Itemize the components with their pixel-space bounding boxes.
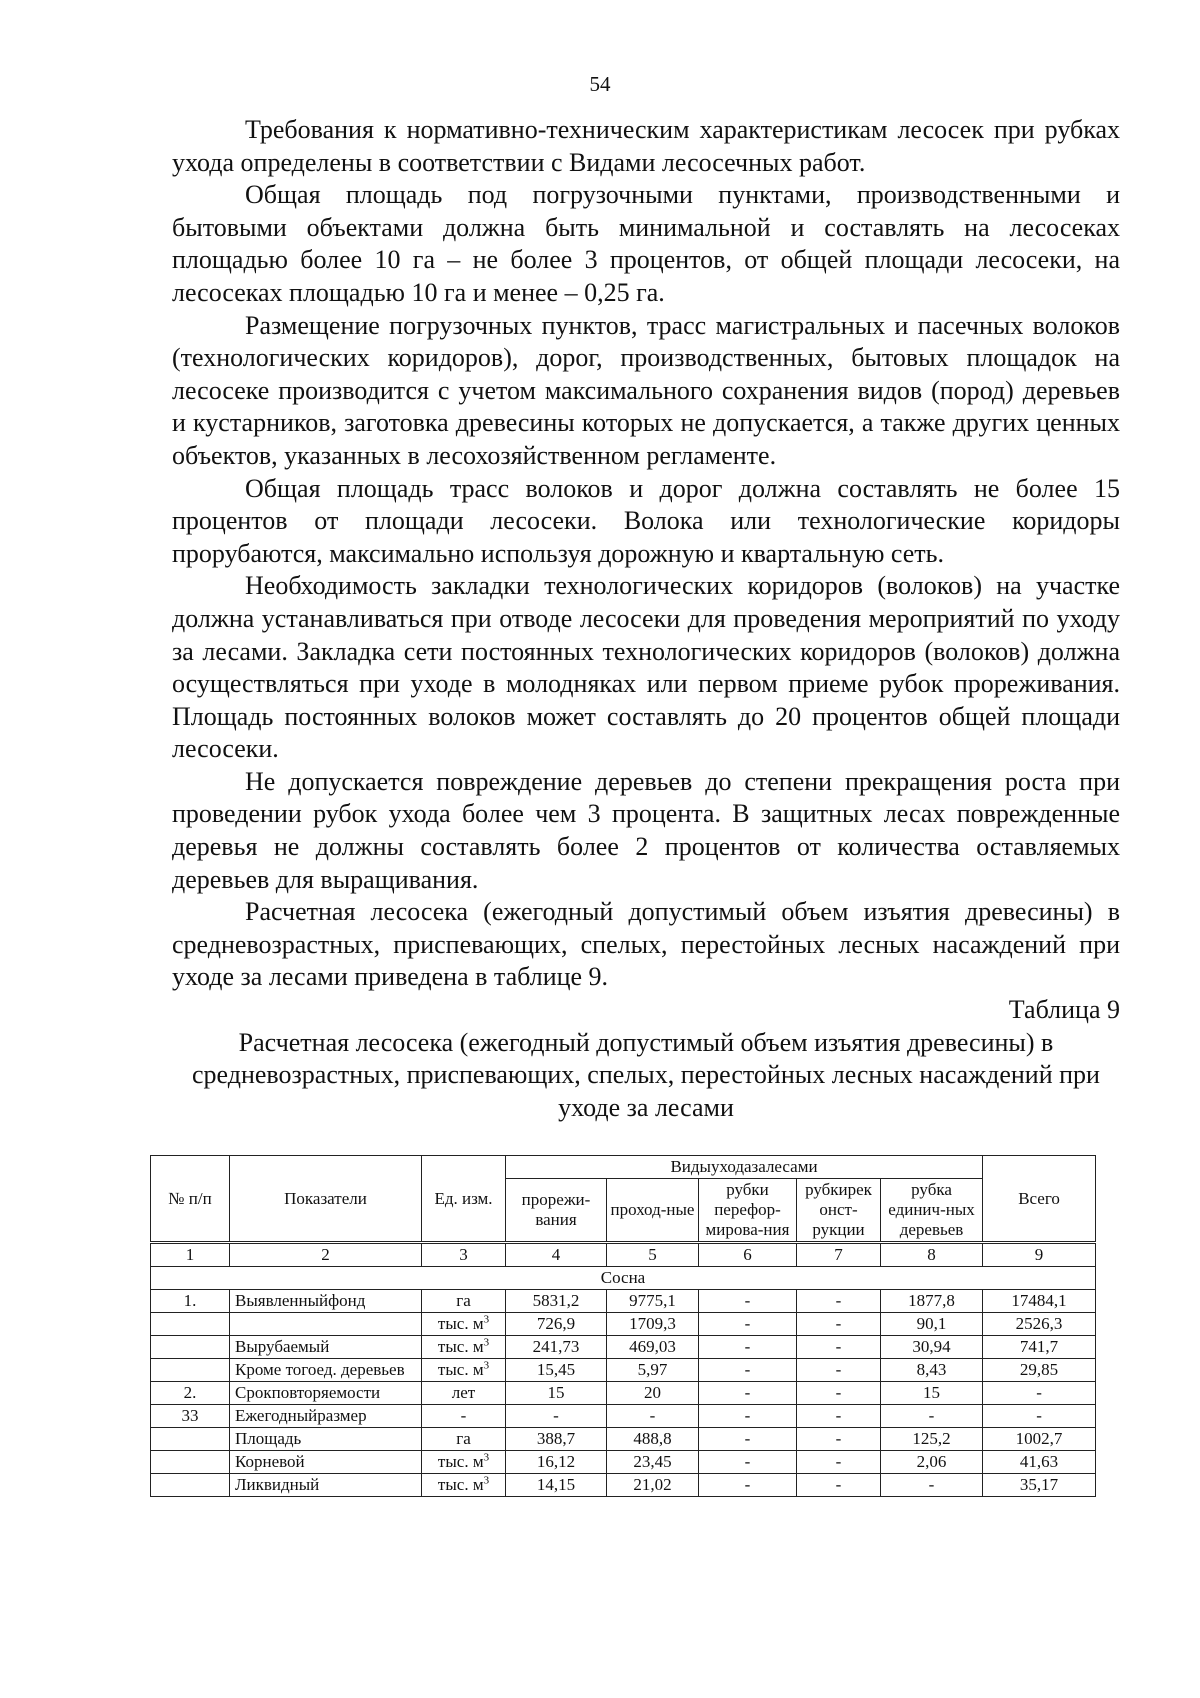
- table-row: [151, 1428, 1096, 1451]
- cell-text: тыс. м: [437, 1314, 484, 1333]
- cell-c7: [797, 1451, 881, 1474]
- cell-c6: [699, 1359, 797, 1382]
- cell-c6: [699, 1451, 797, 1474]
- cell-text: 15,45: [536, 1360, 576, 1379]
- cell-c6: [699, 1474, 797, 1497]
- column-number: 1: [151, 1243, 230, 1267]
- cell-c6: [699, 1336, 797, 1359]
- cell-c4: [506, 1405, 607, 1428]
- cell-c8: [881, 1290, 983, 1313]
- cell-text: -: [835, 1406, 842, 1425]
- cell-text: -: [928, 1406, 935, 1425]
- cell-c9: [983, 1313, 1096, 1336]
- cell-text: -: [744, 1383, 751, 1402]
- cell-c9: [983, 1405, 1096, 1428]
- cell-c4: [506, 1382, 607, 1405]
- cell-text: 1877,8: [908, 1291, 955, 1310]
- cell-c5: [607, 1290, 699, 1313]
- table-row: [151, 1290, 1096, 1313]
- cell-c4: [506, 1313, 607, 1336]
- column-number: 4: [506, 1243, 607, 1267]
- forest-cut-table: [150, 1155, 1096, 1497]
- column-number-row: [151, 1243, 1096, 1267]
- header-group: Видыуходазалесами: [506, 1156, 983, 1179]
- unit-superscript: 3: [483, 1474, 490, 1487]
- cell-text: 1709,3: [629, 1314, 676, 1333]
- cell-c8: [881, 1336, 983, 1359]
- cell-text: 21,02: [633, 1475, 672, 1494]
- cell-text: -: [835, 1360, 842, 1379]
- cell-text: тыс. м: [437, 1475, 484, 1494]
- cell-num: [151, 1451, 230, 1474]
- cell-num: [151, 1336, 230, 1359]
- cell-text: Вырубаемый: [235, 1337, 330, 1356]
- column-number: 9: [983, 1243, 1096, 1267]
- cell-name: [230, 1290, 422, 1313]
- cell-text: -: [1036, 1406, 1042, 1425]
- cell-text: 488,8: [633, 1429, 672, 1448]
- cell-c4: [506, 1336, 607, 1359]
- column-number: 2: [230, 1243, 422, 1267]
- column-number: 5: [607, 1243, 699, 1267]
- unit-superscript: 3: [483, 1451, 490, 1464]
- cell-c4: [506, 1451, 607, 1474]
- cell-text: Корневой: [235, 1452, 305, 1471]
- cell-name: [230, 1428, 422, 1451]
- cell-text: Срокповторяемости: [235, 1383, 381, 1402]
- cell-text: Ликвидный: [235, 1475, 320, 1494]
- table-row: [151, 1336, 1096, 1359]
- cell-text: -: [744, 1360, 751, 1379]
- cell-text: 41,63: [1019, 1452, 1059, 1471]
- table-row: [151, 1405, 1096, 1428]
- cell-text: Выявленныйфонд: [235, 1291, 366, 1310]
- cell-c8: [881, 1313, 983, 1336]
- header-unit: Ед. изм.: [422, 1156, 506, 1243]
- cell-c8: [881, 1474, 983, 1497]
- cell-text: 23,45: [633, 1452, 672, 1471]
- cell-text: 90,1: [916, 1314, 947, 1333]
- cell-text: -: [744, 1314, 751, 1333]
- cell-c7: [797, 1336, 881, 1359]
- table-caption: Расчетная лесосека (ежегодный допустимый объем изъятия древесины) в средневозрастных, приспевающих, спелых, перестойных лесных насаждений при уходе за лесами: [192, 1027, 1100, 1122]
- cell-text: 1002,7: [1015, 1429, 1063, 1448]
- cell-c7: [797, 1290, 881, 1313]
- cell-text: 469,03: [629, 1337, 676, 1356]
- cell-c8: [881, 1405, 983, 1428]
- cell-text: тыс. м: [437, 1452, 484, 1471]
- cell-text: 5831,2: [532, 1291, 580, 1310]
- cell-text: 741,7: [1019, 1337, 1059, 1356]
- cell-c4: [506, 1474, 607, 1497]
- header-indicator: Показатели: [230, 1156, 422, 1243]
- table-body: [151, 1290, 1096, 1497]
- cell-num: [151, 1428, 230, 1451]
- cell-text: 16,12: [536, 1452, 576, 1471]
- cell-text: 20: [644, 1383, 661, 1402]
- cell-num: [151, 1359, 230, 1382]
- cell-text: 17484,1: [1011, 1291, 1067, 1310]
- cell-c8: [881, 1451, 983, 1474]
- cell-text: 8,43: [916, 1360, 947, 1379]
- cell-text: 9775,1: [629, 1291, 676, 1310]
- cell-c7: [797, 1474, 881, 1497]
- cell-text: -: [835, 1452, 842, 1471]
- cell-c5: [607, 1336, 699, 1359]
- header-row: [151, 1156, 1096, 1179]
- cell-text: тыс. м: [437, 1337, 484, 1356]
- table-label: Таблица 9: [1008, 995, 1120, 1025]
- table-row: [151, 1382, 1096, 1405]
- paragraph: Не допускается повреждение деревьев до степени прекращения роста при проведении рубок ухода более чем 3 процента. В защитных лесах поврежденные деревья не должны составлять более 2 процентов от количества оставляемых деревьев для выращивания.: [172, 766, 1120, 894]
- unit-superscript: 3: [483, 1336, 490, 1349]
- cell-c7: [797, 1359, 881, 1382]
- cell-c9: [983, 1428, 1096, 1451]
- cell-text: га: [456, 1429, 471, 1448]
- cell-c6: [699, 1428, 797, 1451]
- header-reform: рубки перефор-мирова-ния: [699, 1179, 797, 1243]
- paragraph: Общая площадь трасс волоков и дорог должна составлять не более 15 процентов от площади лесосеки. Волока или технологические коридоры прорубаются, максимально используя дорожную и квартальную сеть.: [172, 473, 1120, 568]
- cell-num: [151, 1405, 230, 1428]
- cell-text: 1.: [183, 1291, 197, 1310]
- paragraph: Расчетная лесосека (ежегодный допустимый объем изъятия древесины) в средневозрастных, приспевающих, спелых, перестойных лесных насаждений при уходе за лесами приведена в таблице 9.: [172, 897, 1120, 992]
- cell-c9: [983, 1451, 1096, 1474]
- cell-text: 5,97: [637, 1360, 668, 1379]
- cell-text: 2,06: [916, 1452, 947, 1471]
- cell-unit: [422, 1451, 506, 1474]
- cell-text: -: [835, 1314, 842, 1333]
- cell-text: лет: [451, 1383, 476, 1402]
- table-row: [151, 1359, 1096, 1382]
- cell-c5: [607, 1428, 699, 1451]
- header-passing: проход-ные: [607, 1179, 699, 1243]
- cell-text: 14,15: [536, 1475, 576, 1494]
- cell-text: 29,85: [1019, 1360, 1059, 1379]
- header-num: № п/п: [151, 1156, 230, 1243]
- cell-text: Площадь: [235, 1429, 302, 1448]
- column-number: 3: [422, 1243, 506, 1267]
- cell-text: -: [744, 1406, 751, 1425]
- cell-c8: [881, 1382, 983, 1405]
- cell-text: -: [928, 1475, 935, 1494]
- cell-c4: [506, 1290, 607, 1313]
- paragraph: Необходимость закладки технологических коридоров (волоков) на участке должна устанавливаться при отводе лесосеки для проведения мероприятий по уходу за лесами. Закладка сети постоянных технологических коридоров (волоков) должна осуществляться при уходе в молодняках или первом приеме рубок прореживания. Площадь постоянных волоков может составлять до 20 процентов общей площади лесосеки.: [172, 571, 1120, 764]
- cell-text: -: [744, 1475, 751, 1494]
- cell-num: [151, 1313, 230, 1336]
- cell-c6: [699, 1313, 797, 1336]
- cell-text: -: [1036, 1383, 1042, 1402]
- cell-c9: [983, 1290, 1096, 1313]
- cell-text: -: [553, 1406, 559, 1425]
- cell-text: 726,9: [536, 1314, 576, 1333]
- cell-text: -: [744, 1429, 751, 1448]
- cell-c5: [607, 1382, 699, 1405]
- cell-text: 125,2: [912, 1429, 951, 1448]
- cell-c8: [881, 1359, 983, 1382]
- header-total: Всего: [983, 1156, 1096, 1243]
- cell-text: -: [835, 1429, 842, 1448]
- cell-text: 30,94: [912, 1337, 951, 1356]
- cell-c9: [983, 1474, 1096, 1497]
- cell-c5: [607, 1474, 699, 1497]
- cell-unit: [422, 1336, 506, 1359]
- cell-c7: [797, 1405, 881, 1428]
- cell-text: 15: [923, 1383, 941, 1402]
- cell-c5: [607, 1313, 699, 1336]
- cell-unit: [422, 1382, 506, 1405]
- cell-text: тыс. м: [437, 1360, 484, 1379]
- column-number: 8: [881, 1243, 983, 1267]
- cell-text: -: [835, 1337, 842, 1356]
- unit-superscript: 3: [483, 1359, 490, 1372]
- cell-name: [230, 1474, 422, 1497]
- paragraph: Общая площадь под погрузочными пунктами, производственными и бытовыми объектами должна быть минимальной и составлять на лесосеках площадью более 10 га – не более 3 процентов, от общей площади лесосеки, на лесосеках площадью 10 га и менее – 0,25 га.: [172, 180, 1120, 307]
- cell-text: -: [649, 1406, 656, 1425]
- cell-name: [230, 1359, 422, 1382]
- cell-c5: [607, 1451, 699, 1474]
- cell-c9: [983, 1336, 1096, 1359]
- cell-name: [230, 1336, 422, 1359]
- cell-unit: [422, 1428, 506, 1451]
- cell-unit: [422, 1474, 506, 1497]
- cell-text: 2526,3: [1015, 1314, 1063, 1333]
- cell-text: 33: [181, 1406, 199, 1425]
- cell-unit: [422, 1290, 506, 1313]
- cell-text: 2.: [183, 1383, 197, 1402]
- cell-text: -: [744, 1291, 751, 1310]
- paragraph: Требования к нормативно-техническим характеристикам лесосек при рубках ухода определены в соответствии с Видами лесосечных работ.: [172, 115, 1120, 177]
- header-reconstruction: рубкирек онст-рукции: [797, 1179, 881, 1243]
- cell-text: Кроме тогоед. деревьев: [235, 1360, 405, 1379]
- section-row: [151, 1267, 1096, 1290]
- table-row: [151, 1313, 1096, 1336]
- table-row: [151, 1474, 1096, 1497]
- cell-text: -: [835, 1475, 842, 1494]
- cell-text: 241,73: [532, 1337, 580, 1356]
- column-number: 7: [797, 1243, 881, 1267]
- cell-name: [230, 1405, 422, 1428]
- cell-c7: [797, 1428, 881, 1451]
- cell-c5: [607, 1359, 699, 1382]
- cell-text: -: [835, 1383, 842, 1402]
- cell-num: [151, 1290, 230, 1313]
- page-number: 54: [589, 72, 611, 96]
- cell-text: 35,17: [1019, 1475, 1059, 1494]
- cell-text: Ежегодныйразмер: [235, 1406, 367, 1425]
- cell-text: 15: [547, 1383, 565, 1402]
- cell-text: га: [456, 1291, 471, 1310]
- cell-c7: [797, 1382, 881, 1405]
- unit-superscript: 3: [483, 1313, 490, 1326]
- cell-c6: [699, 1290, 797, 1313]
- header-single-trees: рубка единич-ных деревьев: [881, 1179, 983, 1243]
- cell-c4: [506, 1359, 607, 1382]
- cell-text: -: [460, 1406, 467, 1425]
- section-title: Сосна: [151, 1267, 1096, 1290]
- cell-name: [230, 1313, 422, 1336]
- paragraph: Размещение погрузочных пунктов, трасс магистральных и пасечных волоков (технологических коридоров), дорог, производственных, бытовых площадок на лесосеке производится с учетом максимального сохранения видов (пород) деревьев и кустарников, заготовка древесины которых не допускается, а также других ценных объектов, указанных в лесохозяйственном регламенте.: [172, 310, 1120, 470]
- cell-c9: [983, 1382, 1096, 1405]
- header-thinning: прорежи-вания: [506, 1179, 607, 1243]
- cell-name: [230, 1382, 422, 1405]
- cell-num: [151, 1382, 230, 1405]
- cell-c7: [797, 1313, 881, 1336]
- cell-text: -: [835, 1291, 842, 1310]
- cell-name: [230, 1451, 422, 1474]
- column-number: 6: [699, 1243, 797, 1267]
- cell-text: -: [744, 1452, 751, 1471]
- body-text: [172, 114, 1120, 1124]
- cell-unit: [422, 1313, 506, 1336]
- cell-c8: [881, 1428, 983, 1451]
- cell-c5: [607, 1405, 699, 1428]
- cell-c4: [506, 1428, 607, 1451]
- cell-unit: [422, 1405, 506, 1428]
- cell-c6: [699, 1382, 797, 1405]
- cell-c6: [699, 1405, 797, 1428]
- cell-text: 388,7: [536, 1429, 576, 1448]
- cell-num: [151, 1474, 230, 1497]
- cell-unit: [422, 1359, 506, 1382]
- cell-text: -: [744, 1337, 751, 1356]
- cell-c9: [983, 1359, 1096, 1382]
- table-row: [151, 1451, 1096, 1474]
